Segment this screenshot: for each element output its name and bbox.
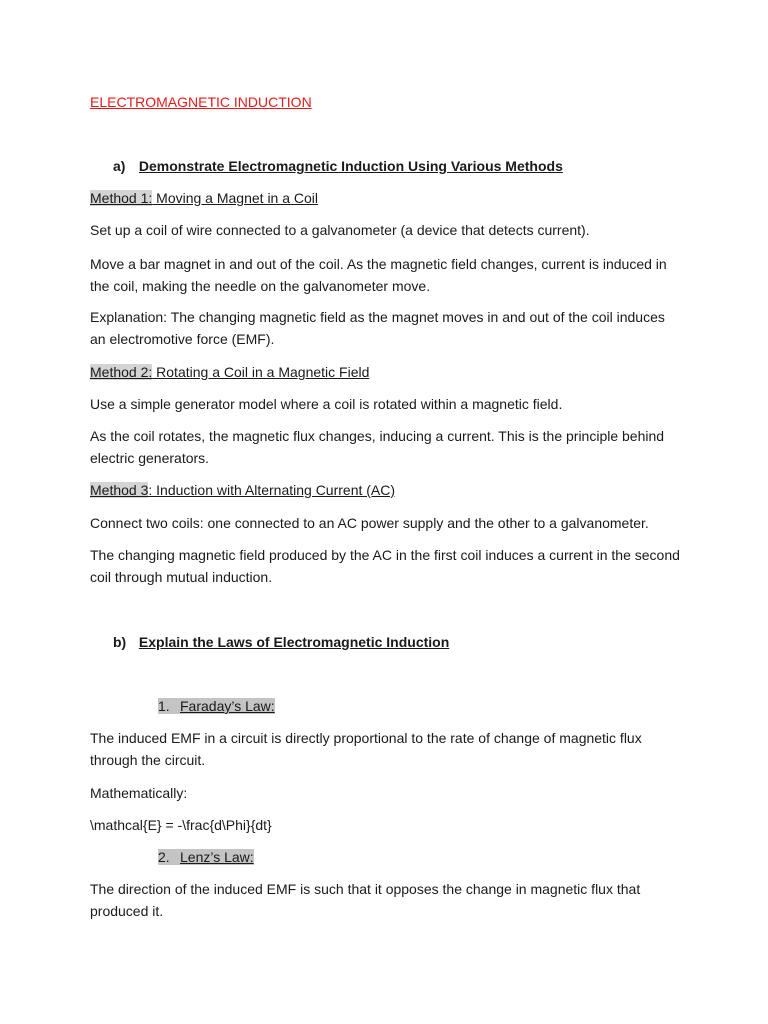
section-a-heading bbox=[113, 155, 683, 177]
method-2-paragraph-1: Use a simple generator model where a coil is rotated within a magnetic field. bbox=[90, 396, 563, 412]
section-b-label: b) bbox=[113, 634, 127, 650]
method-2-heading bbox=[90, 361, 680, 383]
method-1-tag: Method 1: bbox=[90, 190, 153, 206]
law-2-number: 2. bbox=[158, 849, 170, 865]
document-title: ELECTROMAGNETIC INDUCTION bbox=[90, 94, 312, 110]
law-2-heading bbox=[158, 846, 254, 868]
law-2-paragraph-1: The direction of the induced EMF is such that it opposes the change in magnetic flux that produced it. bbox=[90, 881, 641, 919]
law-1-heading-highlight bbox=[158, 698, 275, 714]
law-2-heading-highlight bbox=[158, 849, 254, 865]
method-1-paragraph-1: Set up a coil of wire connected to a galvanometer (a device that detects current). bbox=[90, 222, 590, 238]
method-2-tag: Method 2: bbox=[90, 364, 153, 380]
section-a-label: a) bbox=[113, 158, 126, 174]
law-1-number: 1. bbox=[158, 698, 170, 714]
method-3-heading bbox=[90, 479, 680, 501]
method-2-paragraph-2: As the coil rotates, the magnetic flux changes, inducing a current. This is the principle behind electric generators. bbox=[90, 428, 665, 466]
method-2-name: Rotating a Coil in a Magnetic Field bbox=[152, 364, 370, 380]
method-1-paragraph-3: Explanation: The changing magnetic field as the magnet moves in and out of the coil induces an electromotive force (EMF). bbox=[90, 309, 665, 347]
law-1-paragraph-2: Mathematically: bbox=[90, 785, 188, 801]
method-1-paragraph-2: Move a bar magnet in and out of the coil. As the magnetic field changes, current is induced in the coil, making the needle on the galvanometer move. bbox=[90, 256, 667, 294]
law-1-heading bbox=[158, 695, 275, 717]
section-b-heading bbox=[113, 631, 683, 653]
method-3-name: : Induction with Alternating Current (AC) bbox=[148, 482, 396, 498]
method-3-paragraph-1: Connect two coils: one connected to an AC power supply and the other to a galvanometer. bbox=[90, 515, 649, 531]
method-3-paragraph-2: The changing magnetic field produced by the AC in the first coil induces a current in the second coil through mutual induction. bbox=[90, 547, 680, 585]
law-1-paragraph-1: The induced EMF in a circuit is directly proportional to the rate of change of magnetic flux through the circuit. bbox=[90, 730, 642, 768]
law-1-name: Faraday’s Law: bbox=[180, 698, 275, 714]
section-a-title: Demonstrate Electromagnetic Induction Using Various Methods bbox=[138, 158, 563, 174]
law-1-formula: \mathcal{E} = -\frac{d\Phi}{dt} bbox=[90, 817, 272, 833]
method-3-tag: Method 3 bbox=[90, 482, 149, 498]
method-1-name: Moving a Magnet in a Coil bbox=[152, 190, 319, 206]
section-b-title: Explain the Laws of Electromagnetic Induction bbox=[138, 634, 450, 650]
law-2-name: Lenz’s Law: bbox=[180, 849, 254, 865]
method-1-heading bbox=[90, 187, 680, 209]
